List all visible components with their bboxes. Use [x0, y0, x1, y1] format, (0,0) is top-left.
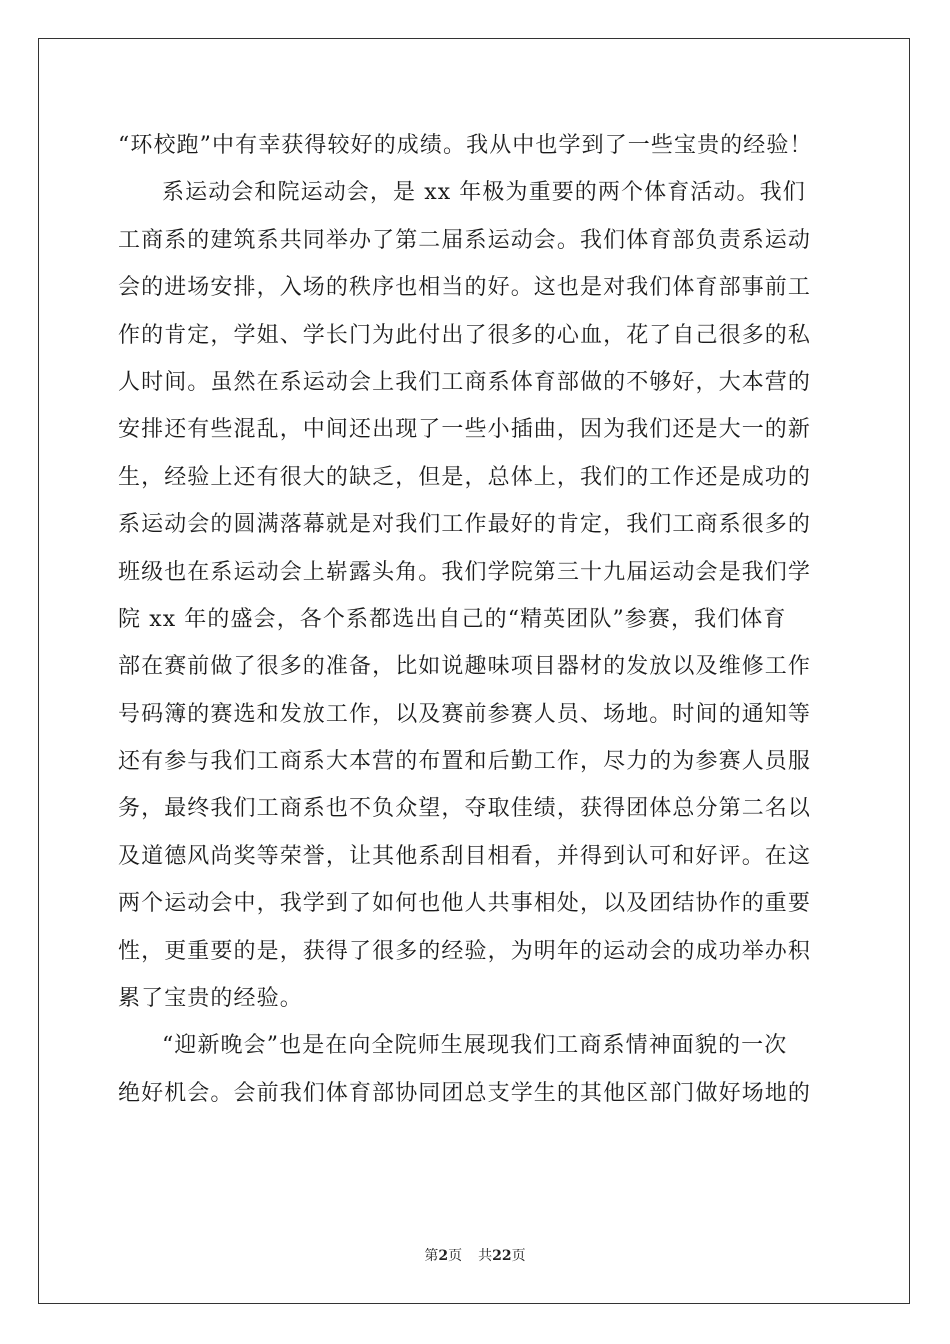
text-line: 及道德风尚奖等荣誉，让其他系刮目相看，并得到认可和好评。在这 [118, 843, 812, 869]
text-line: “迎新晚会”也是在向全院师生展现我们工商系情神面貌的一次 [162, 1033, 788, 1059]
total-suffix: 页 [511, 1248, 526, 1264]
text-line: “环校跑”中有幸获得较好的成绩。我从中也学到了一些宝贵的经验！ [118, 133, 813, 158]
text-line: 性，更重要的是，获得了很多的经验，为明年的运动会的成功举办积 [118, 938, 812, 964]
text-line: 工商系的建筑系共同举办了第二届系运动会。我们体育部负责系运动 [118, 227, 812, 253]
text-line: 部在赛前做了很多的准备，比如说趣味项目器材的发放以及维修工作 [118, 654, 812, 680]
text-line: 会的进场安排，入场的秩序也相当的好。这也是对我们体育部事前工 [118, 275, 812, 301]
text-line: 绝好机会。会前我们体育部协同团总支学生的其他区部门做好场地的 [118, 1080, 812, 1106]
text-line: 班级也在系运动会上崭露头角。我们学院第三十九届运动会是我们学 [118, 559, 812, 585]
text-line: 务，最终我们工商系也不负众望，夺取佳绩，获得团体总分第二名以 [118, 796, 812, 822]
total-pages: 22 [492, 1248, 512, 1264]
text-line: 系运动会和院运动会，是 xx 年极为重要的两个体育活动。我们 [162, 180, 806, 206]
text-line: 安排还有些混乱，中间还出现了一些小插曲，因为我们还是大一的新 [118, 417, 812, 443]
total-prefix: 共 [478, 1248, 493, 1264]
text-line: 累了宝贵的经验。 [118, 986, 303, 1012]
document-body [118, 122, 834, 1117]
page-number: 2 [438, 1248, 449, 1264]
text-line: 号码簿的赛选和发放工作，以及赛前参赛人员、场地。时间的通知等 [118, 701, 812, 727]
text-line: 院 xx 年的盛会，各个系都选出自己的“精英团队”参赛，我们体育 [118, 606, 787, 632]
text-line: 人时间。虽然在系运动会上我们工商系体育部做的不够好，大本营的 [118, 369, 812, 395]
page-prefix: 第 [424, 1248, 439, 1264]
page-suffix: 页 [448, 1248, 463, 1264]
text-line: 还有参与我们工商系大本营的布置和后勤工作，尽力的为参赛人员服 [118, 749, 812, 775]
page-footer [0, 1247, 950, 1265]
text-line: 系运动会的圆满落幕就是对我们工作最好的肯定，我们工商系很多的 [118, 512, 812, 538]
text-line: 两个运动会中，我学到了如何也他人共事相处，以及团结协作的重要 [118, 891, 812, 917]
text-line: 作的肯定，学姐、学长门为此付出了很多的心血，花了自己很多的私 [118, 322, 812, 348]
text-line: 生，经验上还有很大的缺乏，但是，总体上，我们的工作还是成功的 [118, 464, 812, 490]
